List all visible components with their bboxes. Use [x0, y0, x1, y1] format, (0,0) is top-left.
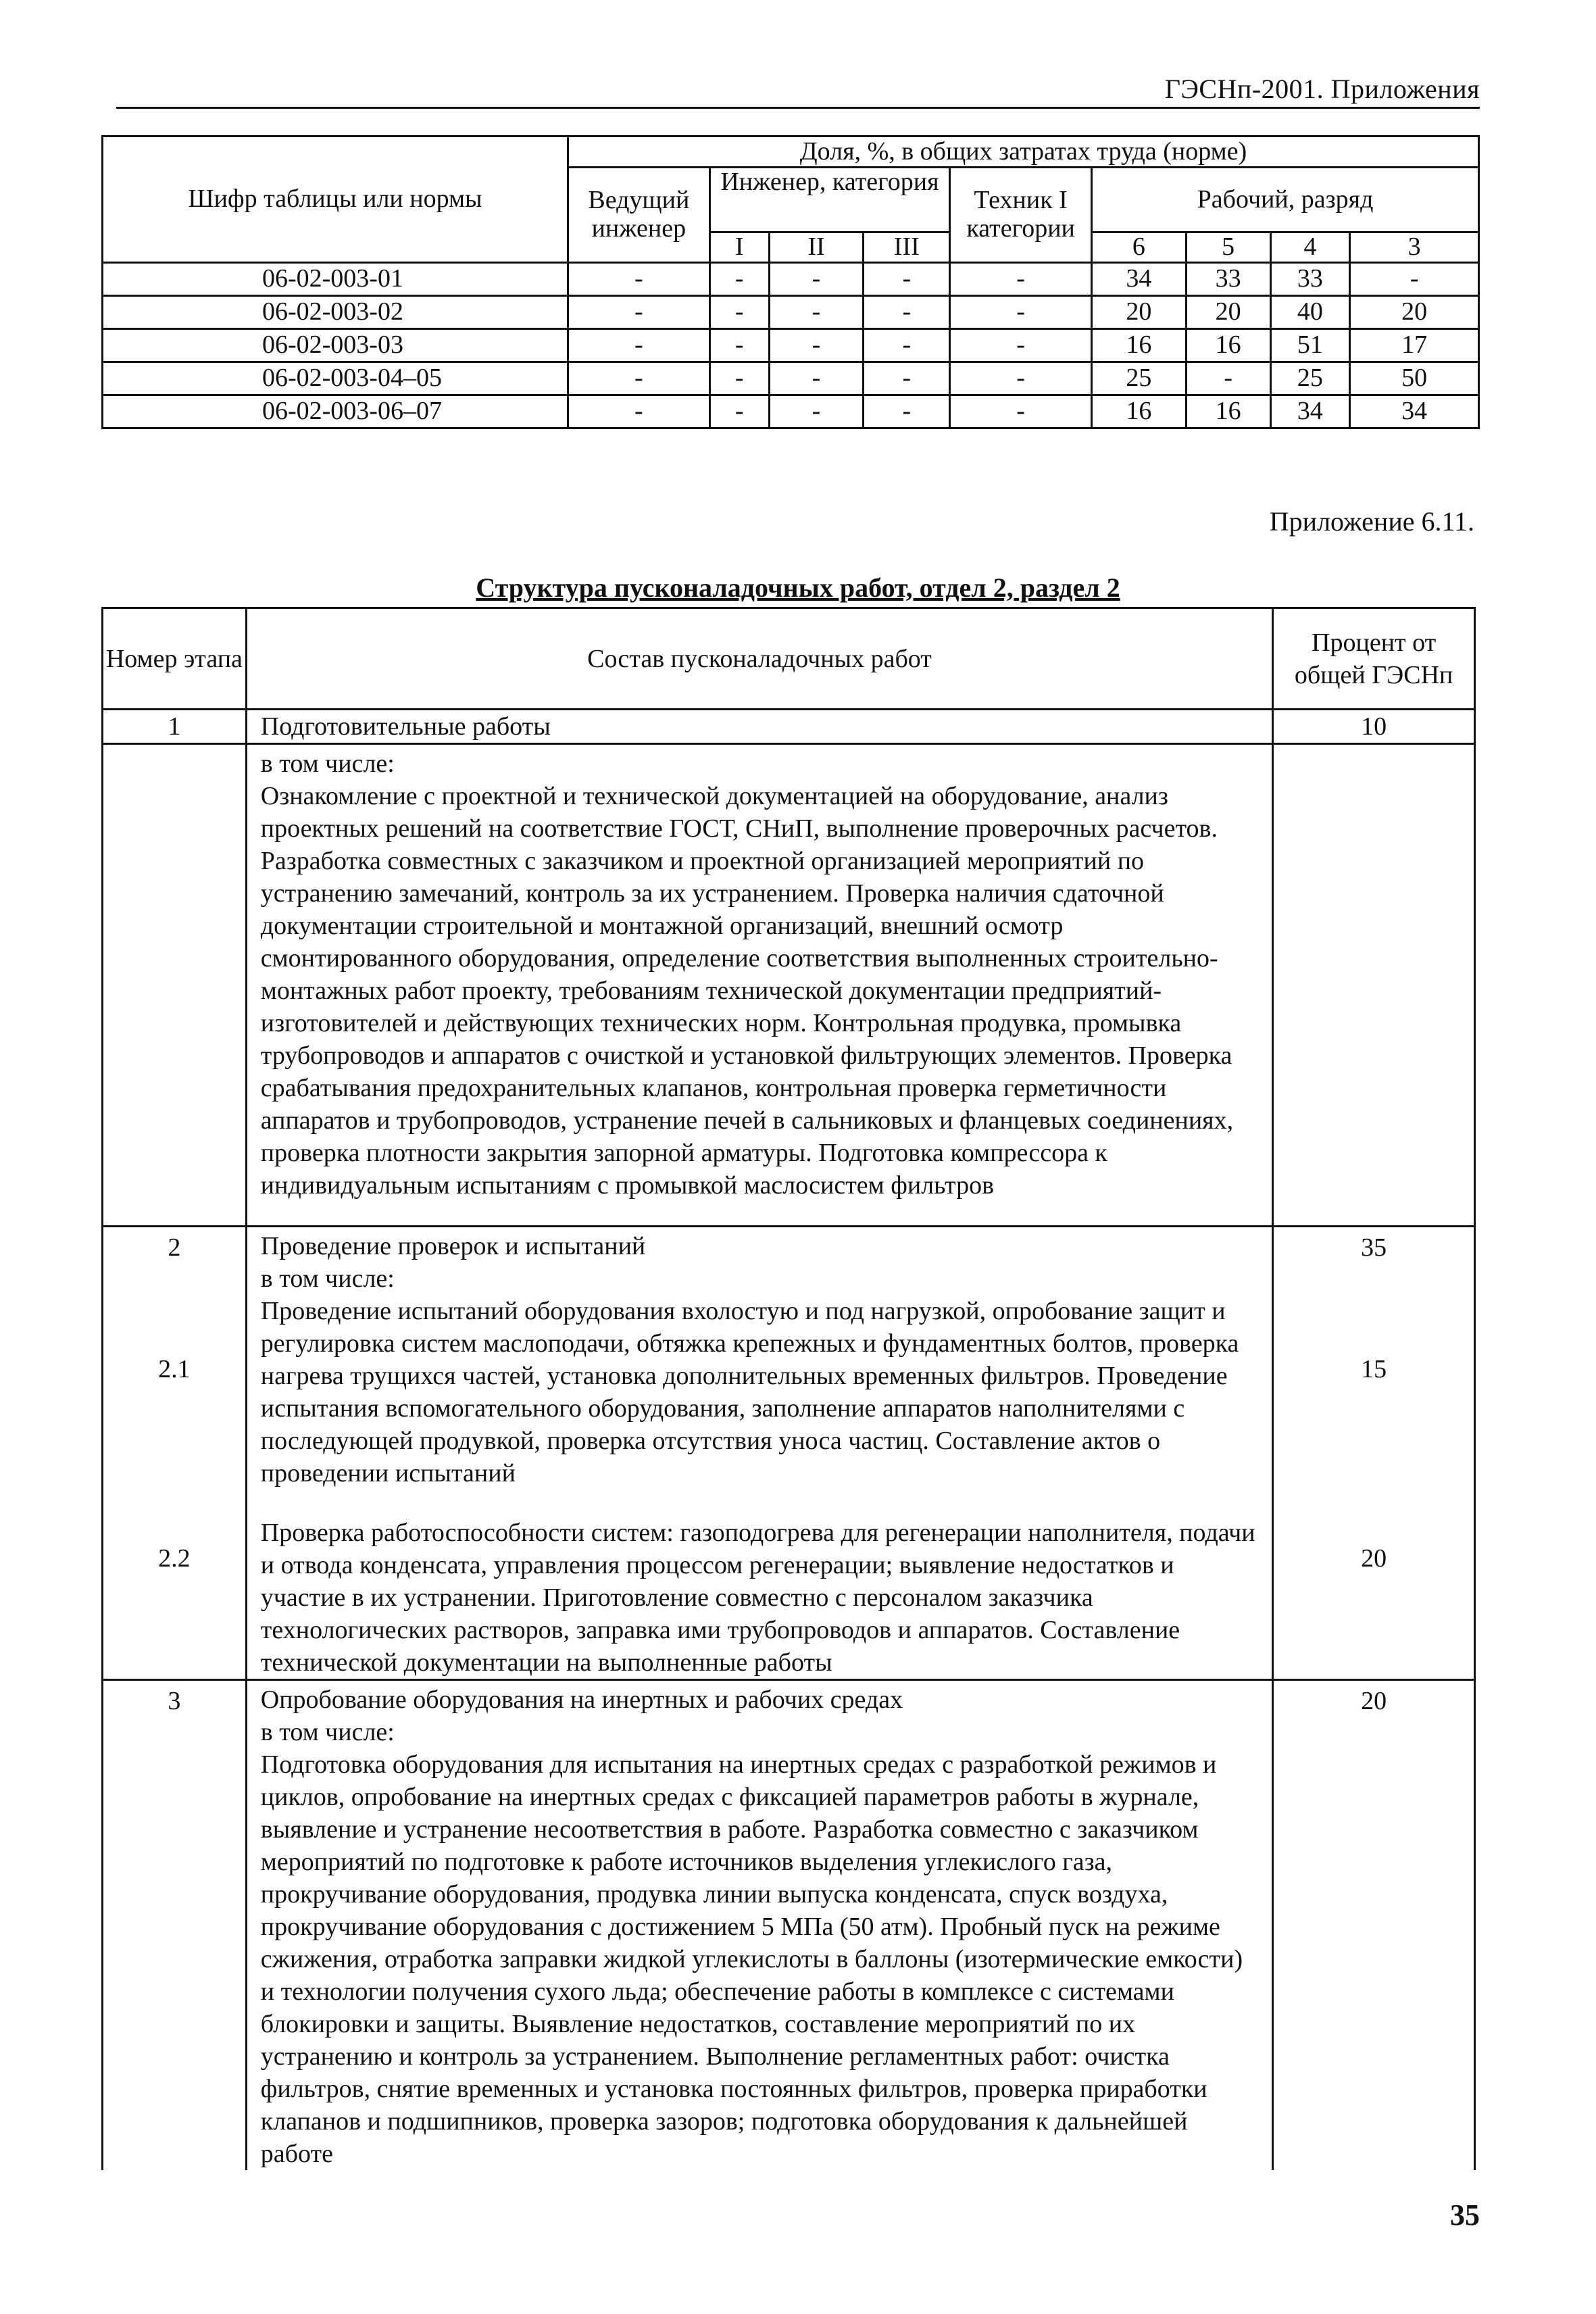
- share-cell: 16: [1092, 328, 1187, 362]
- share-cell: 34: [1270, 395, 1350, 428]
- share-cell: 17: [1350, 328, 1479, 362]
- share-cell: -: [709, 328, 769, 362]
- appendix-label: Приложение 6.11.: [1269, 506, 1474, 537]
- running-title: ГЭСНп-2001. Приложения: [1164, 74, 1480, 104]
- stage-percent: 35: [1361, 1233, 1387, 1262]
- stage-title: Подготовительные работы: [246, 710, 1273, 744]
- share-cell: -: [568, 362, 709, 395]
- substage-number: 2.1: [158, 1355, 191, 1383]
- technician-header: Техник I категории: [950, 168, 1092, 263]
- share-cell: -: [568, 262, 709, 295]
- substage-percent: 15: [1361, 1355, 1387, 1383]
- worker-grade-cell: 5: [1186, 232, 1270, 263]
- eng-cat-cell: II: [769, 232, 864, 263]
- share-cell: -: [950, 328, 1092, 362]
- share-cell: 33: [1270, 262, 1350, 295]
- stage-number-header: Номер этапа: [103, 608, 247, 710]
- worker-grade-header: Рабочий, разряд: [1092, 168, 1479, 232]
- table-row: [103, 1227, 1475, 1680]
- table-row: [103, 262, 1479, 295]
- engineer-category-header: Инженер, категория: [709, 168, 949, 232]
- stage-detail: Подготовка оборудования для испытания на инертных средах с разработкой режимов и циклов, опробование на инертных средах с фиксацией параметров работы в журнале, выявление и устранение несоответствия в работе. Разработка совместно с заказчиком мероприятий по подготовке к работе источников выделения углекислого газа, прокручивание оборудования, продувка линии выпуска конденсата, спуск воздуха, прокручивание оборудования с достижением 5 МПа (50 атм). Пробный пуск на режиме сжижения, отработка заправки жидкой углекислоты в баллоны (изотермические емкости) и технологии получения сухого льда; обеспечение работы в комплексе с системами блокировки и защиты. Выявление недостатков, составление мероприятий по их устранению и контроль за устранением. Выполнение регламентных работ: очистка фильтров, снятие временных и установка постоянных фильтров, проверка приработки клапанов и подшипников, проверка зазоров; подготовка оборудования к дальнейшей работе: [260, 1750, 1243, 2168]
- including-label: в том числе:: [260, 1264, 395, 1293]
- percent-header: Процент от общей ГЭСНп: [1273, 608, 1475, 710]
- eng-cat-cell: I: [709, 232, 769, 263]
- share-cell: -: [864, 362, 950, 395]
- table-row: [103, 362, 1479, 395]
- stage-number: 1: [103, 710, 247, 744]
- code-header: Шифр таблицы или нормы: [103, 137, 568, 263]
- share-cell: 34: [1092, 262, 1187, 295]
- stage-title: Опробование оборудования на инертных и рабочих средах: [260, 1685, 903, 1714]
- share-cell: 16: [1186, 395, 1270, 428]
- substage-detail: Проверка работоспособности систем: газоподогрева для регенерации наполнителя, подачи и отвода конденсата, управления процессом регенерации; выявление недостатков и участие в их устранении. Приготовление совместно с персоналом заказчика технологических растворов, заправка ими трубопроводов и аппаратов. Составление технической документации на выполненные работы: [260, 1519, 1255, 1677]
- share-cell: -: [1186, 362, 1270, 395]
- stage-percent: 10: [1273, 710, 1475, 744]
- share-cell: 33: [1186, 262, 1270, 295]
- share-cell: 16: [1186, 328, 1270, 362]
- share-cell: -: [769, 295, 864, 328]
- share-cell: -: [568, 328, 709, 362]
- including-label: в том числе:: [260, 749, 395, 778]
- share-cell: -: [1350, 262, 1479, 295]
- share-cell: -: [709, 262, 769, 295]
- norm-code: 06-02-003-01: [103, 262, 568, 295]
- share-cell: -: [950, 395, 1092, 428]
- share-cell: -: [864, 395, 950, 428]
- stage-percent-empty: [1273, 744, 1475, 1227]
- table-row: [103, 744, 1475, 1227]
- share-cell: -: [568, 395, 709, 428]
- share-cell: 50: [1350, 362, 1479, 395]
- worker-grade-cell: 3: [1350, 232, 1479, 263]
- share-cell: -: [950, 362, 1092, 395]
- share-cell: 25: [1092, 362, 1187, 395]
- share-cell: -: [709, 395, 769, 428]
- commissioning-works-table: [101, 607, 1476, 2170]
- share-cell: -: [864, 328, 950, 362]
- share-cell: 25: [1270, 362, 1350, 395]
- share-group-header: Доля, %, в общих затратах труда (норме): [568, 137, 1478, 168]
- share-cell: -: [864, 262, 950, 295]
- including-label: в том числе:: [260, 1718, 395, 1746]
- norm-code: 06-02-003-06–07: [103, 395, 568, 428]
- stage-percent: 20: [1273, 1680, 1475, 2171]
- lead-engineer-header: Ведущий инженер: [568, 168, 709, 263]
- table-row: [103, 395, 1479, 428]
- stage-number: 3: [103, 1680, 247, 2171]
- works-composition-header: Состав пусконаладочных работ: [246, 608, 1273, 710]
- labor-share-table: [101, 135, 1480, 429]
- share-cell: 20: [1186, 295, 1270, 328]
- norm-code: 06-02-003-03: [103, 328, 568, 362]
- table-row: [103, 710, 1475, 744]
- share-cell: -: [950, 295, 1092, 328]
- share-cell: 51: [1270, 328, 1350, 362]
- share-cell: 20: [1350, 295, 1479, 328]
- share-cell: -: [864, 295, 950, 328]
- page-number: 35: [1450, 2198, 1480, 2232]
- share-cell: -: [950, 262, 1092, 295]
- share-cell: 40: [1270, 295, 1350, 328]
- stage-number-empty: [103, 744, 247, 1227]
- table-row: [103, 328, 1479, 362]
- stage-title: Проведение проверок и испытаний: [260, 1232, 646, 1260]
- share-cell: -: [769, 362, 864, 395]
- table-row: [103, 295, 1479, 328]
- share-cell: -: [568, 295, 709, 328]
- norm-code: 06-02-003-02: [103, 295, 568, 328]
- stage-number: 2: [168, 1233, 181, 1262]
- works-table-title: Структура пусконаладочных работ, отдел 2, раздел 2: [476, 572, 1120, 603]
- header-rule: [116, 107, 1480, 109]
- substage-percent: 20: [1361, 1544, 1387, 1573]
- share-cell: -: [769, 395, 864, 428]
- paragraph-gap: [261, 1490, 1259, 1517]
- share-cell: -: [709, 362, 769, 395]
- substage-number: 2.2: [158, 1544, 191, 1573]
- eng-cat-cell: III: [864, 232, 950, 263]
- share-cell: -: [769, 328, 864, 362]
- share-cell: -: [769, 262, 864, 295]
- share-cell: 16: [1092, 395, 1187, 428]
- stage-detail: Ознакомление с проектной и технической документацией на оборудование, анализ проектных решений на соответствие ГОСТ, СНиП, выполнение проверочных расчетов. Разработка совместных с заказчиком и проектной организацией мероприятий по устранению замечаний, контроль за их устранением. Проверка наличия сдаточной документации строительной и монтажной организаций, внешний осмотр смонтированного оборудования, определение соответствия выполненных строительно-монтажных работ проекту, требованиям технической документации предприятий-изготовителей и действующих технических норм. Контрольная продувка, промывка трубопроводов и аппаратов с очисткой и установкой фильтрующих элементов. Проверка срабатывания предохранительных клапанов, контрольная проверка герметичности аппаратов и трубопроводов, устранение печей в сальниковых и фланцевых соединениях, проверка плотности закрытия запорной арматуры. Подготовка компрессора к индивидуальным испытаниям с промывкой маслосистем фильтров: [260, 782, 1234, 1200]
- share-cell: -: [709, 295, 769, 328]
- share-cell: 34: [1350, 395, 1479, 428]
- worker-grade-cell: 4: [1270, 232, 1350, 263]
- worker-grade-cell: 6: [1092, 232, 1187, 263]
- table-row: [103, 1680, 1475, 2171]
- norm-code: 06-02-003-04–05: [103, 362, 568, 395]
- share-cell: 20: [1092, 295, 1187, 328]
- substage-detail: Проведение испытаний оборудования вхолостую и под нагрузкой, опробование защит и регулировка систем маслоподачи, обтяжка крепежных и фундаментных болтов, проверка нагрева трущихся частей, установка дополнительных временных фильтров. Проведение испытания вспомогательного оборудования, заполнение аппаратов наполнителями с последующей продувкой, проверка отсутствия уноса частиц. Составление актов о проведении испытаний: [260, 1297, 1239, 1487]
